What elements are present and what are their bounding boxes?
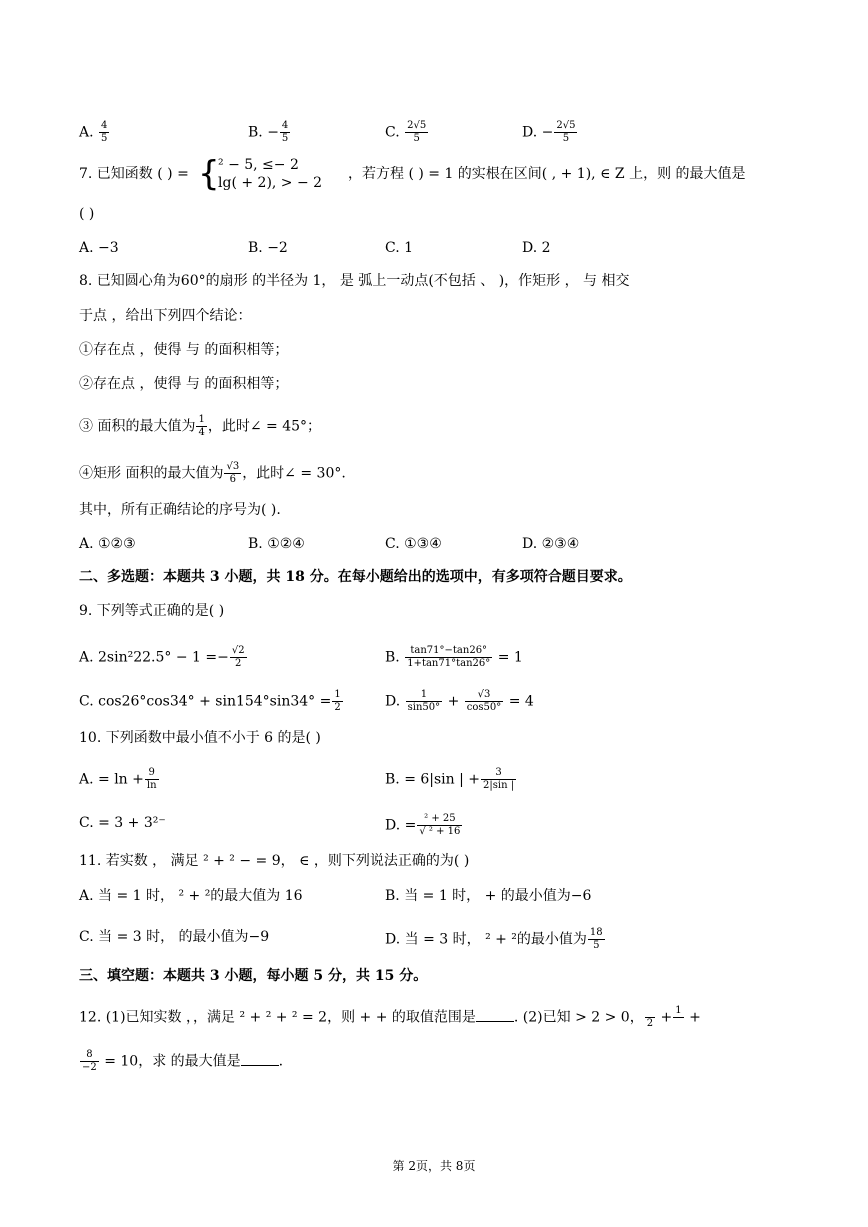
option-letter: D. − xyxy=(522,124,554,141)
q10-option-b: B. = 6|sin | + $\frac{3}{2|\sin |}$ xyxy=(385,767,515,791)
q10-stem: 10. 下列函数中最小值不小于 6 的是( ) xyxy=(79,730,321,746)
piecewise-brace: { xyxy=(198,154,220,194)
q7-option-b: B. −2 xyxy=(248,240,288,256)
fraction: $\frac{2√5}{5}$ xyxy=(556,120,576,144)
section-heading-fill-in: 三、填空题：本题共 3 小题，每小题 5 分，共 15 分。 xyxy=(79,968,428,984)
fraction: $\frac{√3}{6}$ xyxy=(226,461,240,485)
fraction: $\frac{√2}{2}$ xyxy=(231,645,245,669)
q7-stem-suffix: ，若方程 ( ) = 1 的实根在区间( , + 1), ∈ Z 上，则 的最大值是 xyxy=(348,166,746,182)
q8-conclusion-2: ②存在点 ，使得 与 的面积相等； xyxy=(79,376,289,392)
option-letter: B. − xyxy=(248,124,279,141)
q7-option-d: D. 2 xyxy=(522,240,551,256)
q8-stem-line2: 于点 ，给出下列四个结论： xyxy=(79,308,252,324)
fraction: $\frac{3}{2|\sin |}$ xyxy=(483,767,515,791)
q11-stem: 11. 若实数 ， 满足 ² + ² − = 9， ∈ ，则下列说法正确的为( ) xyxy=(79,853,470,869)
fraction: 1 xyxy=(675,1005,682,1016)
fraction: $\frac{8}{-2}$ xyxy=(82,1049,97,1073)
q9-option-d: D. $\frac{1}{\sin 50^\circ}$ + $\frac{√3}{\cos 50^\circ}$ = 4 xyxy=(385,689,534,713)
fraction: $\frac{9}{\ln}$ xyxy=(146,767,157,791)
q10-option-c: C. = 3 + 3²⁻ xyxy=(79,815,166,831)
q8-option-c: C. ①③④ xyxy=(385,536,442,552)
q8-conclusion-3: ③ 面积的最大值为 $\frac{1}{4}$ ，此时∠ = 45°； xyxy=(79,414,322,438)
answer-blank-1[interactable] xyxy=(476,1007,514,1022)
q11-option-d: D. 当 = 3 时， ² + ²的最小值为 $\frac{18}{5}$ xyxy=(385,927,603,951)
option-letter: C. xyxy=(385,124,405,141)
fraction: $\frac{1}{\sin 50^\circ}$ xyxy=(407,689,441,713)
q8-ask: 其中，所有正确结论的序号为( ). xyxy=(79,502,281,518)
q6-option-d xyxy=(522,120,578,145)
q10-option-d: D. = $\frac{\text{² + 25}}{\text{√ ² + 16}}$ xyxy=(385,813,461,837)
fraction: $\frac{18}{5}$ xyxy=(589,927,603,951)
q11-option-a: A. 当 = 1 时， ² + ²的最大值为 16 xyxy=(79,888,303,904)
fraction: $\frac{1}{2}$ xyxy=(334,689,341,713)
fraction: $\frac{\text{² + 25}}{\text{√ ² + 16}}$ xyxy=(419,813,461,837)
fraction: $\frac{\tan 71^\circ-\tan 26^\circ}{1+\tan 71^\circ\tan 26^\circ}$ xyxy=(407,645,491,669)
fraction: $\frac{4}{5}$ xyxy=(101,120,108,144)
q7-option-c: C. 1 xyxy=(385,240,414,256)
q9-stem: 9. 下列等式正确的是( ) xyxy=(79,603,225,619)
q9-option-c: C. cos26°cos34° + sin154°sin34° = $\frac{1}{2}$ xyxy=(79,689,341,713)
q9-option-b: B. $\frac{\tan 71^\circ-\tan 26^\circ}{1+\tan 71^\circ\tan 26^\circ}$ = 1 xyxy=(385,645,523,669)
q6-option-b xyxy=(248,120,291,145)
q8-conclusion-4: ④矩形 面积的最大值为 $\frac{√3}{6}$ ，此时∠ = 30°. xyxy=(79,461,346,485)
answer-blank-2[interactable] xyxy=(241,1051,279,1066)
fraction: $\frac{4}{5}$ xyxy=(281,120,289,144)
page-footer: 第 2页，共 8页 xyxy=(392,1159,476,1173)
q6-option-c xyxy=(385,120,429,145)
option-letter: A. xyxy=(79,124,99,141)
fraction: 2 xyxy=(645,1005,655,1030)
q8-option-b: B. ①②④ xyxy=(248,536,305,552)
fraction: $\frac{1}{4}$ xyxy=(198,414,205,438)
q9-option-a: A. 2sin²22.5° − 1 =− $\frac{√2}{2}$ xyxy=(79,645,245,669)
q8-option-d: D. ②③④ xyxy=(522,536,580,552)
q11-option-b: B. 当 = 1 时， + 的最小值为−6 xyxy=(385,888,592,904)
fraction: $\frac{2√5}{5}$ xyxy=(407,120,427,144)
q7-piece-1: ² − 5, ≤− 2 xyxy=(218,157,299,173)
q8-option-a: A. ①②③ xyxy=(79,536,136,552)
q12-line1: 12. (1)已知实数 ，，满足 ² + ² + ² = 2，则 + + 的取值范围是 . (2)已知 > 2 > 0， 2 + 1 + xyxy=(79,1005,701,1029)
q7-piece-2: lg( + 2), > − 2 xyxy=(218,175,323,191)
q12-line2: $\frac{8}{-2}$ = 10，求 的最大值是 . xyxy=(82,1049,284,1073)
q7-option-a: A. −3 xyxy=(79,240,119,256)
q6-option-a xyxy=(79,120,110,145)
q11-option-c: C. 当 = 3 时， 的最小值为−9 xyxy=(79,929,270,945)
q10-option-a: A. = ln + $\frac{9}{\ln}$ xyxy=(79,767,157,791)
q7-stem-prefix: 7. 已知函数 ( ) = xyxy=(79,166,189,182)
section-heading-multiple-choice: 二、多选题：本题共 3 小题，共 18 分。在每小题给出的选项中，有多项符合题目要求。 xyxy=(79,569,632,585)
fraction: $\frac{√3}{\cos 50^\circ}$ xyxy=(466,689,502,713)
q8-conclusion-1: ①存在点 ，使得 与 的面积相等； xyxy=(79,342,289,358)
q7-answer-paren: ( ) xyxy=(79,206,95,222)
q8-stem-line1: 8. 已知圆心角为60°的扇形 的半径为 1， 是 弧上一动点(不包括 、 )，作矩形 ， 与 相交 xyxy=(79,273,630,289)
